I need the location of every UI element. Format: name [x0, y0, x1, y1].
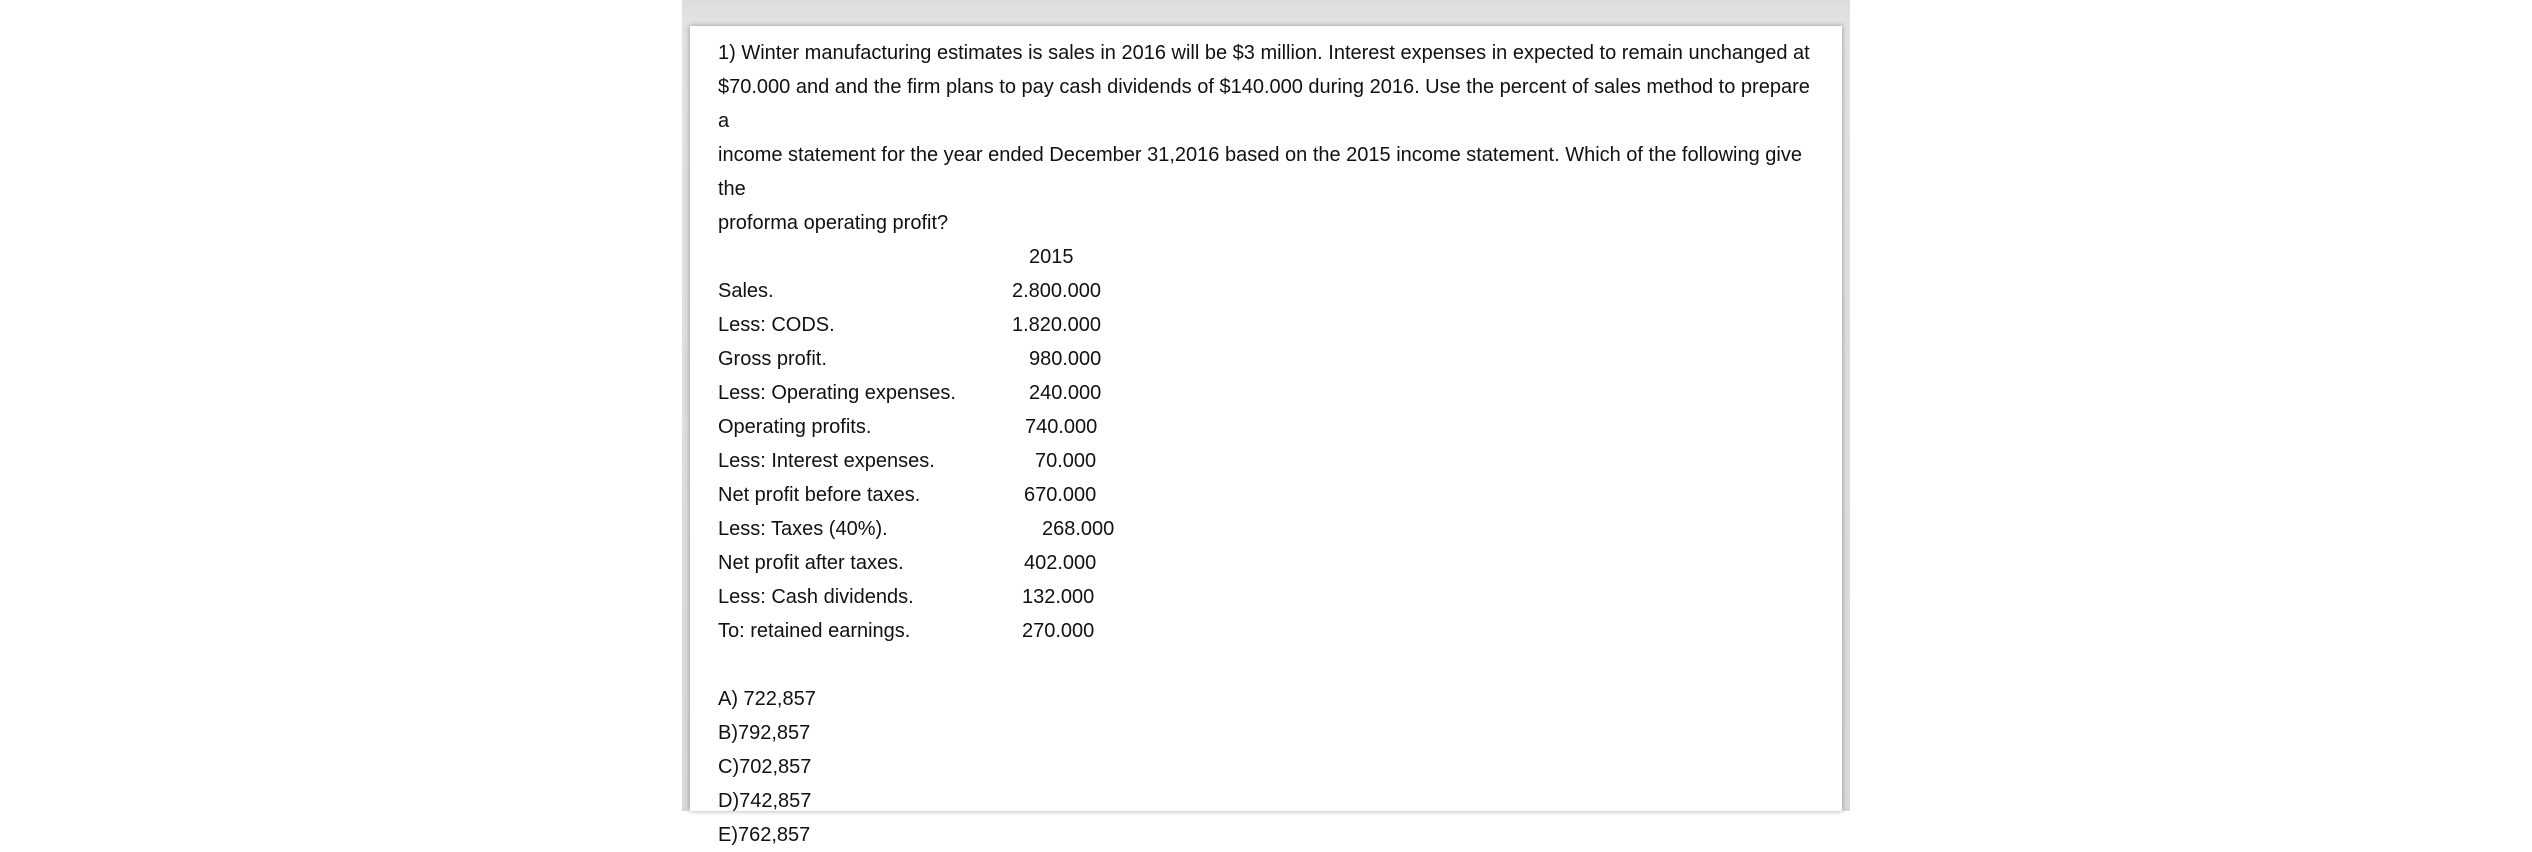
statement-header-row: [718, 240, 1818, 274]
statement-row: [718, 274, 1818, 308]
row-value: 268.000: [1042, 518, 1115, 540]
row-label: Gross profit.: [718, 348, 827, 370]
statement-row: [718, 580, 1818, 614]
row-value: 240.000: [1029, 382, 1102, 404]
question-text: [718, 36, 1818, 240]
statement-row: [718, 614, 1818, 648]
statement-row: [718, 342, 1818, 376]
answer-option-d: D)742,857: [718, 790, 812, 812]
answer-option-b: B)792,857: [718, 722, 811, 744]
answer-option-a: A) 722,857: [718, 688, 816, 710]
row-label: Less: CODS.: [718, 314, 835, 336]
row-value: 740.000: [1025, 416, 1098, 438]
page-content: [718, 36, 1818, 852]
question-line: proforma operating profit?: [718, 212, 949, 234]
row-label: Net profit after taxes.: [718, 552, 904, 574]
row-value: 980.000: [1029, 348, 1102, 370]
answer-option-e: E)762,857: [718, 824, 811, 846]
row-label: Net profit before taxes.: [718, 484, 921, 506]
statement-row: [718, 444, 1818, 478]
statement-row: [718, 478, 1818, 512]
statement-row: [718, 512, 1818, 546]
answer-option-c: C)702,857: [718, 756, 812, 778]
statement-row: [718, 546, 1818, 580]
row-value: 402.000: [1024, 552, 1097, 574]
income-statement: [718, 240, 1818, 648]
statement-row: [718, 376, 1818, 410]
row-label: To: retained earnings.: [718, 620, 911, 642]
row-label: Operating profits.: [718, 416, 872, 438]
row-label: Less: Interest expenses.: [718, 450, 935, 472]
year-header: 2015: [1029, 246, 1074, 268]
row-value: 70.000: [1035, 450, 1097, 472]
question-line: 1) Winter manufacturing estimates is sales in 2016 will be $3 million. Interest expenses in expected to remain unchanged at: [718, 42, 1810, 64]
document-page: [690, 26, 1842, 846]
row-value: 270.000: [1022, 620, 1095, 642]
row-value: 1.820.000: [1012, 314, 1101, 336]
row-label: Less: Taxes (40%).: [718, 518, 888, 540]
statement-row: [718, 410, 1818, 444]
row-value: 670.000: [1024, 484, 1097, 506]
question-line: $70.000 and and the firm plans to pay cash dividends of $140.000 during 2016. Use the percent of sales method to prepare a: [718, 76, 1810, 132]
statement-row: [718, 308, 1818, 342]
row-label: Less: Cash dividends.: [718, 586, 914, 608]
answer-options: [718, 682, 1818, 852]
row-value: 2.800.000: [1012, 280, 1101, 302]
row-label: Less: Operating expenses.: [718, 382, 956, 404]
row-value: 132.000: [1022, 586, 1095, 608]
question-line: income statement for the year ended December 31,2016 based on the 2015 income statement. Which of the following give the: [718, 144, 1802, 200]
row-label: Sales.: [718, 280, 774, 302]
